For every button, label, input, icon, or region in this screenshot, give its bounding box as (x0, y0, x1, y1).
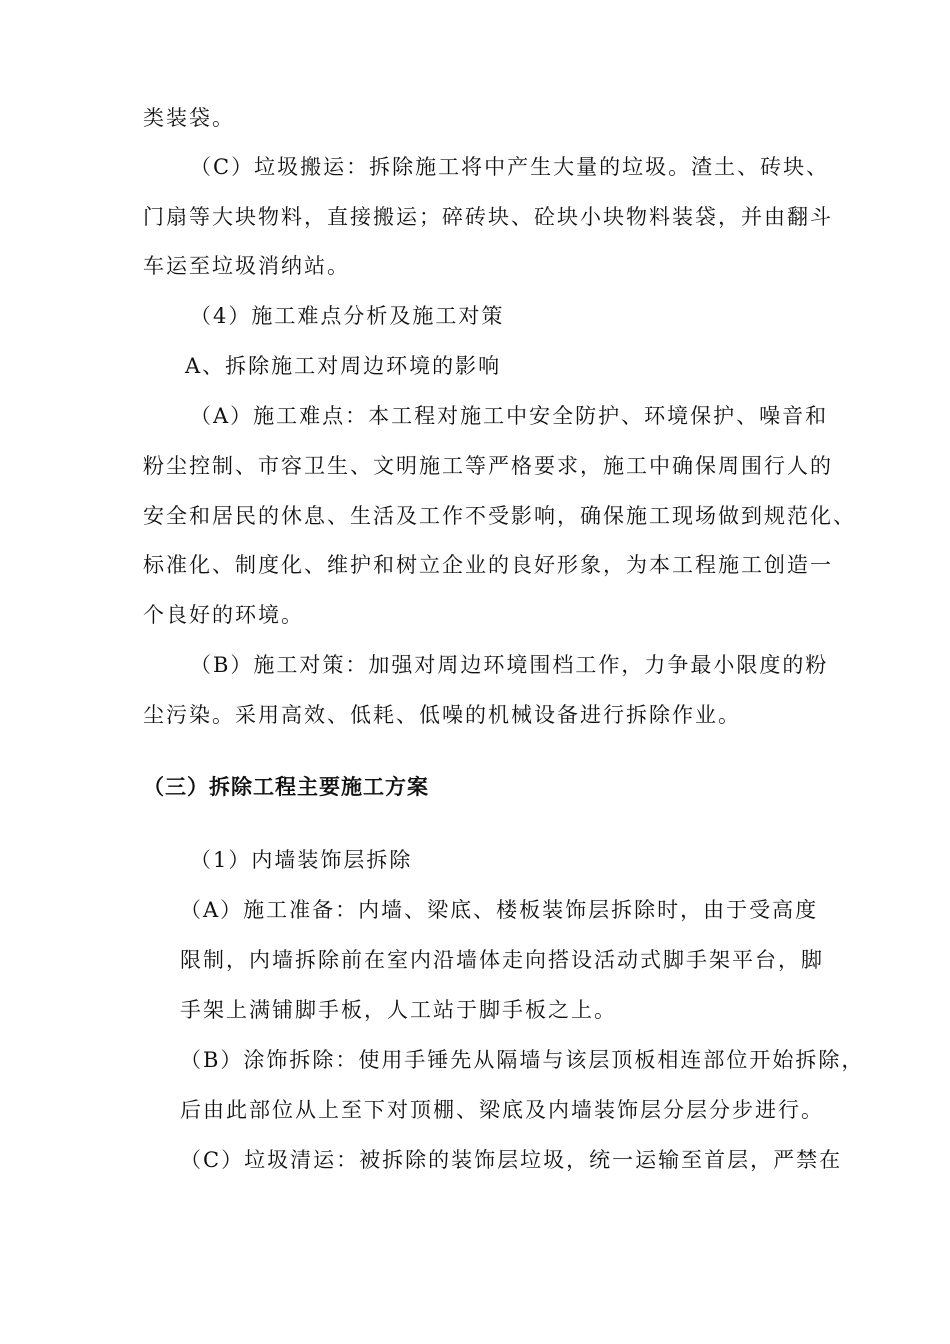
text-line: 类装袋。 (143, 106, 235, 130)
text-line: （B）涂饰拆除：使用手锤先从隔墙与该层顶板相连部位开始拆除， (180, 1048, 865, 1072)
text-line: 限制，内墙拆除前在室内沿墙体走向搭设活动式脚手架平台，脚 (180, 948, 824, 972)
text-line: （C）垃圾搬运：拆除施工将中产生大量的垃圾。渣土、砖块、 (190, 155, 830, 179)
text-line: （A）施工难点：本工程对施工中安全防护、环境保护、噪音和 (190, 404, 829, 428)
text-line: 门扇等大块物料，直接搬运；碎砖块、砼块小块物料装袋，并由翻斗 (143, 205, 833, 229)
text-line: 后由此部位从上至下对顶棚、梁底及内墙装饰层分层分步进行。 (180, 1098, 824, 1122)
text-line: 车运至垃圾消纳站。 (143, 254, 350, 278)
text-line: 个良好的环境。 (143, 603, 304, 627)
text-line: 尘污染。采用高效、低耗、低噪的机械设备进行拆除作业。 (143, 703, 741, 727)
text-line: （B）施工对策：加强对周边环境围档工作，力争最小限度的粉 (190, 653, 829, 677)
section-subheading: （4）施工难点分析及施工对策 (190, 304, 505, 328)
text-line: 手架上满铺脚手板，人工站于脚手板之上。 (180, 998, 617, 1022)
text-line: 粉尘控制、市容卫生、文明施工等严格要求，施工中确保周围行人的 (143, 454, 833, 478)
section-subheading: （1）内墙装饰层拆除 (190, 848, 413, 872)
text-line: （A）施工准备：内墙、梁底、楼板装饰层拆除时，由于受高度 (180, 898, 819, 922)
section-subheading: A、拆除施工对周边环境的影响 (185, 354, 502, 378)
text-line: 标准化、制度化、维护和树立企业的良好形象，为本工程施工创造一 (143, 553, 833, 577)
text-line: （C）垃圾清运：被拆除的装饰层垃圾，统一运输至首层，严禁在 (180, 1148, 843, 1172)
section-heading: （三）拆除工程主要施工方案 (143, 775, 429, 799)
text-line: 安全和居民的休息、生活及工作不受影响，确保施工现场做到规范化、 (143, 504, 856, 528)
